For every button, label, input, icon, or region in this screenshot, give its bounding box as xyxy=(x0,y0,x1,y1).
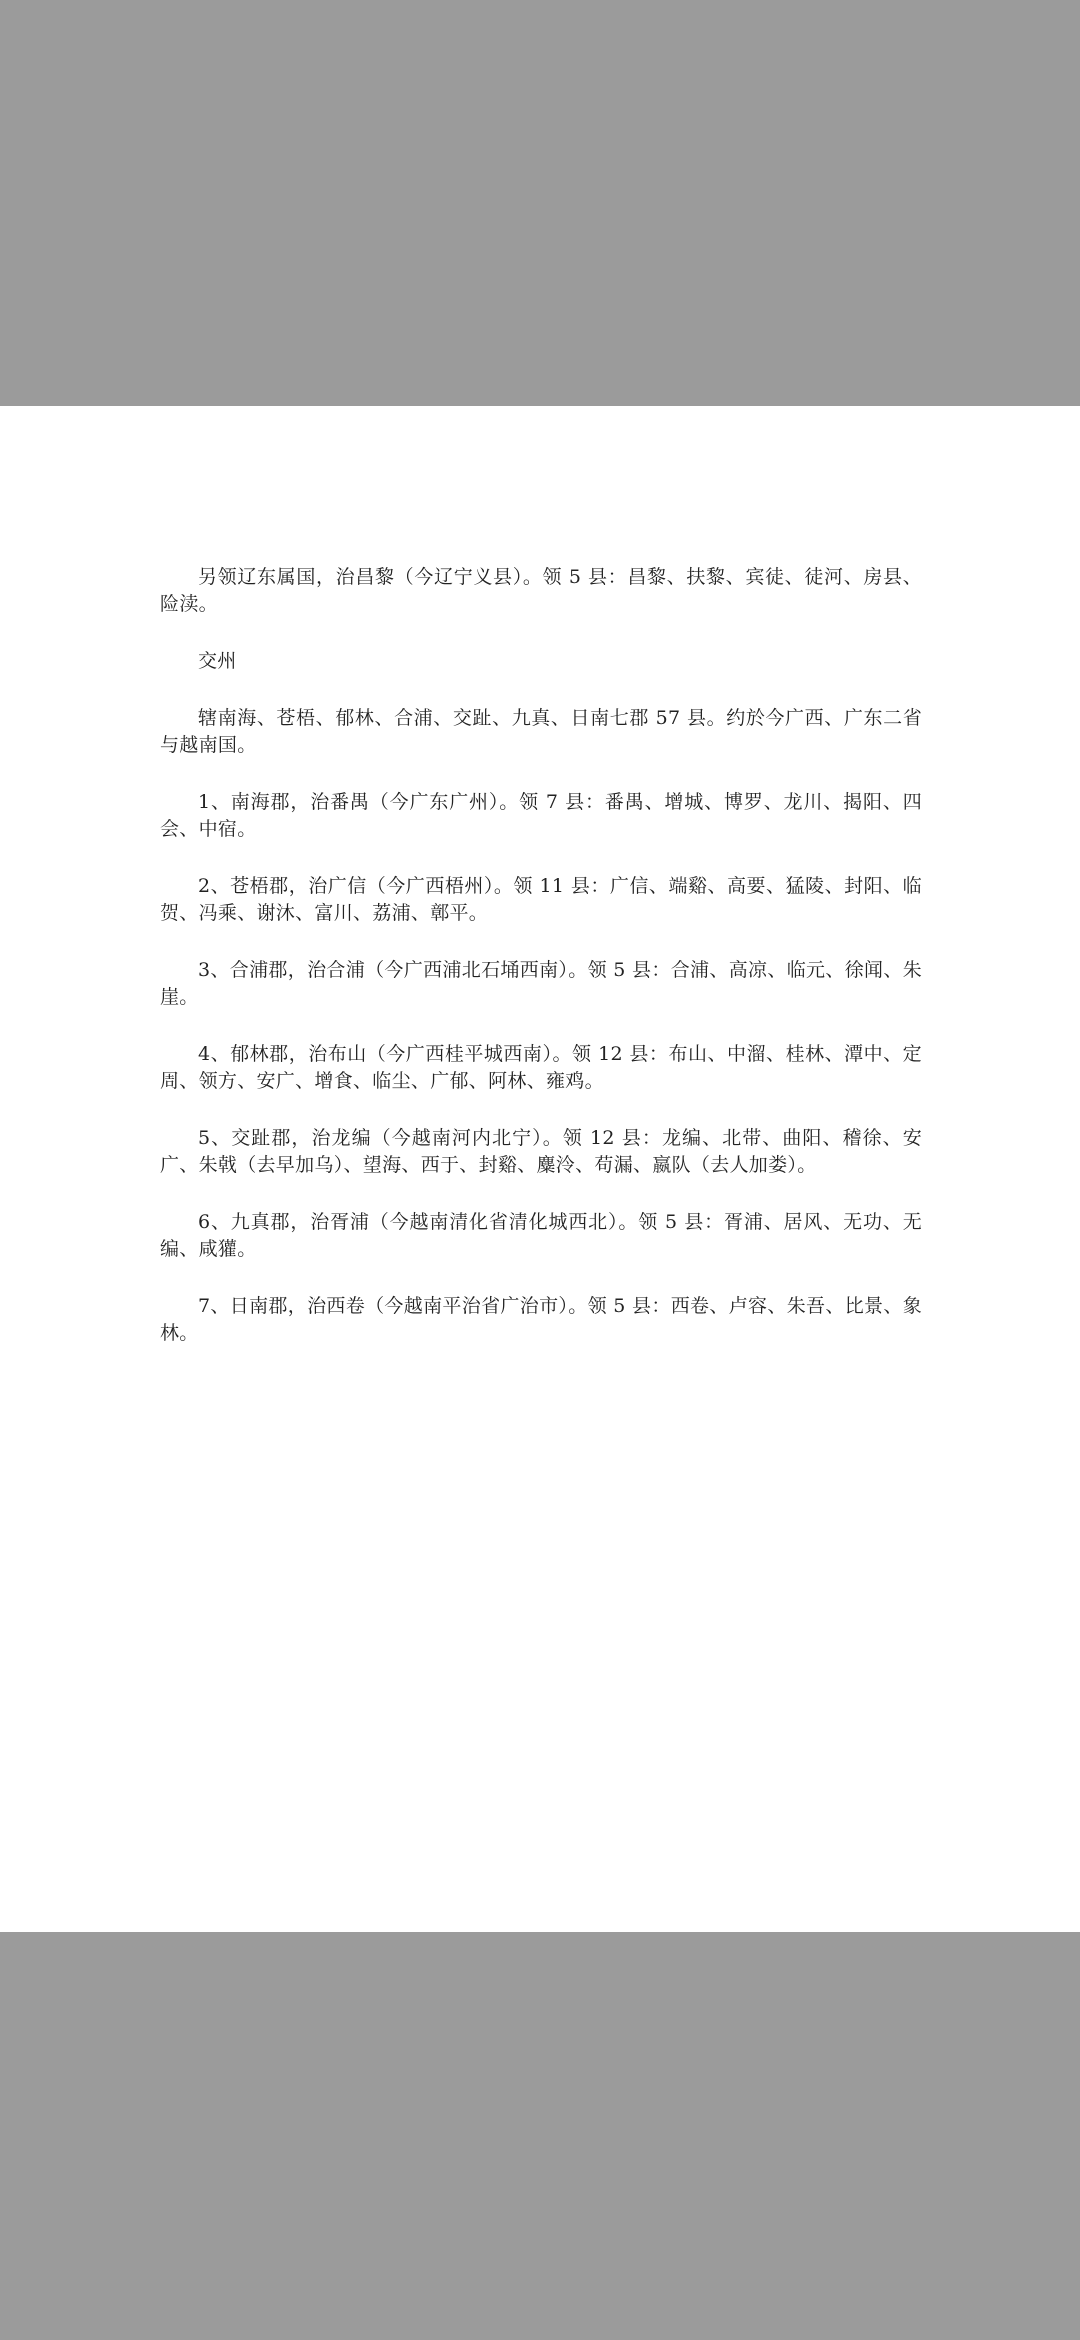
paragraph-jiaozhou-summary: 辖南海、苍梧、郁林、合浦、交趾、九真、日南七郡 57 县。约於今广西、广东二省与越南国。 xyxy=(160,707,922,756)
heading-jiaozhou: 交州 xyxy=(198,650,237,672)
paragraph-hepu: 3、合浦郡，治合浦（今广西浦北石埇西南）。领 5 县：合浦、高凉、临元、徐闻、朱崖。 xyxy=(160,959,922,1008)
paragraph-cangwu: 2、苍梧郡，治广信（今广西梧州）。领 11 县：广信、端谿、高要、猛陵、封阳、临贺、冯乘、谢沐、富川、荔浦、鄣平。 xyxy=(160,875,922,924)
paragraph-nanhai: 1、南海郡，治番禺（今广东广州）。领 7 县：番禺、增城、博罗、龙川、揭阳、四会、中宿。 xyxy=(160,791,922,840)
page-content xyxy=(160,564,922,1377)
paragraph-liaodong: 另领辽东属国，治昌黎（今辽宁义县）。领 5 县：昌黎、扶黎、宾徒、徒河、房县、险渎。 xyxy=(160,566,922,615)
document-page xyxy=(0,406,1080,1932)
paragraph-jiaozhi: 5、交趾郡，治龙编（今越南河内北宁）。领 12 县：龙编、北带、曲阳、稽徐、安广、朱戟（去早加乌）、望海、西于、封谿、麋泠、苟漏、嬴队（去人加娄）。 xyxy=(160,1127,922,1176)
paragraph-rinan: 7、日南郡，治西卷（今越南平治省广治市）。领 5 县：西卷、卢容、朱吾、比景、象林。 xyxy=(160,1295,922,1344)
paragraph-jiuzhen: 6、九真郡，治胥浦（今越南清化省清化城西北）。领 5 县：胥浦、居风、无功、无编、咸獾。 xyxy=(160,1211,922,1260)
paragraph-yulin: 4、郁林郡，治布山（今广西桂平城西南）。领 12 县：布山、中溜、桂林、潭中、定周、领方、安广、增食、临尘、广郁、阿林、雍鸡。 xyxy=(160,1043,922,1092)
